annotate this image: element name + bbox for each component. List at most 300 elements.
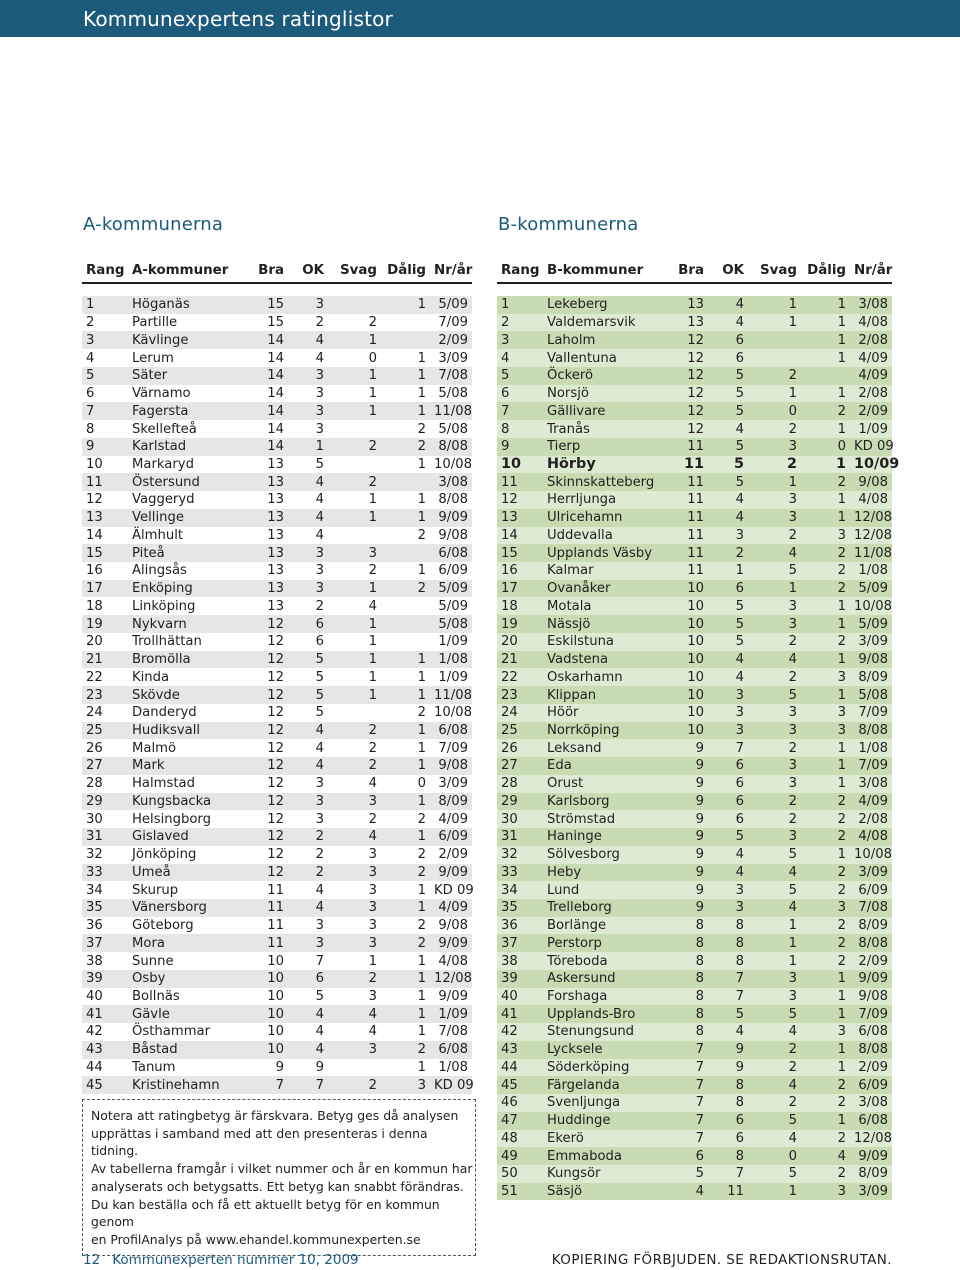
cell-rang: 50 xyxy=(497,1165,543,1183)
cell-ok: 7 xyxy=(708,970,748,988)
cell-nr-ar: 9/09 xyxy=(438,989,468,1004)
cell-kommun: Bollnäs xyxy=(132,989,180,1004)
cell-svag: 5 xyxy=(748,1005,801,1023)
cell-kommun: Tierp xyxy=(543,438,658,456)
table-row xyxy=(497,881,892,899)
cell-kommun: Östhammar xyxy=(132,1024,211,1040)
cell-dalig: 2 xyxy=(417,918,426,934)
cell-ok: 2 xyxy=(315,598,324,614)
cell-bra: 9 xyxy=(658,846,708,864)
cell-bra: 13 xyxy=(267,563,284,579)
cell-kommun: Norrköping xyxy=(543,722,658,740)
cell-nr-ar: 1/09 xyxy=(430,1005,472,1023)
cell-rang: 38 xyxy=(86,953,103,969)
cell-rang: 23 xyxy=(82,686,128,704)
cell-kommun: Lund xyxy=(543,881,658,899)
cell-bra: 12 xyxy=(658,385,708,403)
cell-kommun: Orust xyxy=(543,775,658,793)
cell-rang: 26 xyxy=(497,739,543,757)
cell-nr-ar: 4/09 xyxy=(850,349,892,367)
cell-kommun: Älmhult xyxy=(132,527,184,543)
cell-svag: 3 xyxy=(748,988,801,1006)
table-row xyxy=(497,562,892,580)
table-row xyxy=(497,722,892,740)
cell-ok: 11 xyxy=(708,1183,748,1201)
cell-ok: 8 xyxy=(708,952,748,970)
cell-dalig: 1 xyxy=(417,1059,426,1075)
cell-ok: 7 xyxy=(708,739,748,757)
cell-nr-ar: 6/09 xyxy=(850,1076,892,1094)
cell-kommun: Trollhättan xyxy=(132,634,202,650)
table-row xyxy=(82,491,472,509)
cell-bra: 12 xyxy=(267,705,284,721)
table-row xyxy=(497,1041,892,1059)
cell-kommun: Kalmar xyxy=(543,562,658,580)
cell-dalig: 3 xyxy=(801,1183,850,1201)
cell-kommun: Skövde xyxy=(128,686,238,704)
cell-ok: 3 xyxy=(315,386,324,402)
cell-bra: 5 xyxy=(658,1165,708,1183)
cell-svag: 3 xyxy=(748,757,801,775)
cell-bra: 8 xyxy=(658,952,708,970)
table-row xyxy=(82,438,472,456)
table-row xyxy=(82,704,472,722)
cell-bra: 13 xyxy=(238,509,288,527)
cell-kommun: Höganäs xyxy=(128,296,238,314)
cell-nr-ar: 3/09 xyxy=(438,776,468,792)
cell-nr-ar: 9/09 xyxy=(430,934,472,952)
cell-ok: 8 xyxy=(708,1147,748,1165)
cell-svag: 2 xyxy=(328,1076,381,1094)
cell-kommun: Perstorp xyxy=(543,934,658,952)
cell-kommun: Töreboda xyxy=(543,952,658,970)
table-row xyxy=(82,722,472,740)
cell-rang: 3 xyxy=(82,331,128,349)
section-b-title: B-kommunerna xyxy=(498,214,639,235)
cell-svag: 4 xyxy=(748,1130,801,1148)
cell-dalig: 1 xyxy=(801,456,850,474)
cell-svag: 4 xyxy=(368,776,377,792)
table-row xyxy=(497,1183,892,1201)
cell-rang: 15 xyxy=(82,544,128,562)
cell-svag: 3 xyxy=(748,775,801,793)
cell-nr-ar: 3/08 xyxy=(850,296,892,314)
cell-rang: 21 xyxy=(497,651,543,669)
cell-dalig: 3 xyxy=(801,899,850,917)
cell-svag: 0 xyxy=(748,402,801,420)
cell-ok: 4 xyxy=(288,331,328,349)
rating-note-box xyxy=(82,1099,476,1256)
table-row xyxy=(497,864,892,882)
cell-svag: 1 xyxy=(328,651,381,669)
cell-svag: 5 xyxy=(748,686,801,704)
cell-kommun: Eda xyxy=(543,757,658,775)
cell-ok: 4 xyxy=(315,882,324,898)
cell-rang: 41 xyxy=(82,1005,128,1023)
col-header-svag: Svag xyxy=(340,262,377,278)
cell-rang: 11 xyxy=(82,473,128,491)
table-row xyxy=(497,491,892,509)
cell-ok: 1 xyxy=(708,562,748,580)
col-header-rang: Rang xyxy=(86,262,125,278)
cell-kommun: Uddevalla xyxy=(543,527,658,545)
table-row xyxy=(82,420,472,438)
cell-svag: 1 xyxy=(328,331,381,349)
cell-kommun: Lekeberg xyxy=(543,296,658,314)
cell-bra: 11 xyxy=(658,438,708,456)
cell-ok: 5 xyxy=(315,989,324,1004)
cell-bra: 10 xyxy=(267,989,284,1004)
cell-kommun: Karlsborg xyxy=(543,793,658,811)
cell-dalig: 2 xyxy=(801,881,850,899)
cell-rang: 39 xyxy=(497,970,543,988)
cell-bra: 13 xyxy=(267,598,284,614)
cell-kommun: Alingsås xyxy=(132,563,187,579)
cell-dalig: 2 xyxy=(417,811,426,827)
cell-kommun: Laholm xyxy=(543,331,658,349)
cell-rang: 28 xyxy=(86,776,103,792)
cell-svag: 1 xyxy=(328,367,381,385)
cell-rang: 15 xyxy=(497,544,543,562)
cell-ok: 4 xyxy=(708,491,748,509)
cell-dalig: 1 xyxy=(801,775,850,793)
table-row xyxy=(497,438,892,456)
table-row xyxy=(497,402,892,420)
cell-ok: 6 xyxy=(708,1112,748,1130)
cell-rang: 25 xyxy=(82,722,128,740)
cell-ok: 3 xyxy=(288,544,328,562)
cell-bra: 10 xyxy=(658,668,708,686)
cell-kommun: Färgelanda xyxy=(543,1076,658,1094)
cell-bra: 9 xyxy=(658,739,708,757)
cell-kommun: Kristinehamn xyxy=(128,1076,238,1094)
cell-rang: 17 xyxy=(497,580,543,598)
cell-dalig: 1 xyxy=(381,899,430,917)
cell-bra: 14 xyxy=(238,331,288,349)
cell-svag: 2 xyxy=(748,1094,801,1112)
cell-ok: 3 xyxy=(708,527,748,545)
cell-ok: 7 xyxy=(288,1076,328,1094)
cell-rang: 32 xyxy=(86,847,103,863)
col-header-svag: Svag xyxy=(760,262,797,278)
cell-rang: 34 xyxy=(86,882,103,898)
cell-svag: 3 xyxy=(748,970,801,988)
cell-kommun: Karlstad xyxy=(128,438,238,456)
cell-kommun: Enköping xyxy=(128,580,238,598)
cell-bra: 9 xyxy=(658,757,708,775)
cell-nr-ar: 4/09 xyxy=(430,899,472,917)
cell-dalig: 1 xyxy=(801,296,850,314)
table-row xyxy=(82,615,472,633)
cell-kommun: Bromölla xyxy=(128,651,238,669)
cell-kommun: Oskarhamn xyxy=(543,668,658,686)
cell-rang: 9 xyxy=(497,438,543,456)
cell-kommun: Hudiksvall xyxy=(128,722,238,740)
table-row xyxy=(497,473,892,491)
cell-rang: 12 xyxy=(86,492,103,508)
cell-kommun: Skinnskatteberg xyxy=(543,473,658,491)
cell-nr-ar: 9/09 xyxy=(430,864,472,882)
table-row xyxy=(82,527,472,545)
cell-dalig: 1 xyxy=(381,402,430,420)
cell-bra: 9 xyxy=(275,1059,284,1075)
table-row xyxy=(82,1041,472,1059)
cell-bra: 12 xyxy=(238,722,288,740)
cell-nr-ar: 10/08 xyxy=(850,846,892,864)
cell-bra: 10 xyxy=(658,580,708,598)
cell-svag: 3 xyxy=(748,828,801,846)
cell-svag: 1 xyxy=(748,934,801,952)
cell-kommun: Vänersborg xyxy=(128,899,238,917)
cell-svag: 4 xyxy=(748,651,801,669)
cell-rang: 38 xyxy=(497,952,543,970)
cell-bra: 12 xyxy=(267,669,284,685)
cell-dalig: 1 xyxy=(801,597,850,615)
cell-bra: 4 xyxy=(658,1183,708,1201)
cell-nr-ar: 6/08 xyxy=(430,1041,472,1059)
cell-dalig: 1 xyxy=(417,563,426,579)
cell-kommun: Svenljunga xyxy=(543,1094,658,1112)
cell-ok: 5 xyxy=(708,633,748,651)
cell-nr-ar: 10/08 xyxy=(434,705,473,721)
cell-nr-ar: 3/09 xyxy=(438,350,468,366)
table-row xyxy=(82,349,472,367)
cell-rang: 42 xyxy=(497,1023,543,1041)
cell-kommun: Jönköping xyxy=(132,847,197,863)
table-row xyxy=(82,651,472,669)
cell-nr-ar: 6/08 xyxy=(430,722,472,740)
cell-dalig: 1 xyxy=(801,988,850,1006)
cell-rang: 43 xyxy=(82,1041,128,1059)
cell-rang: 32 xyxy=(497,846,543,864)
cell-rang: 6 xyxy=(497,385,543,403)
cell-dalig: 1 xyxy=(417,989,426,1004)
cell-nr-ar: 4/09 xyxy=(850,367,892,385)
cell-svag: 1 xyxy=(748,952,801,970)
cell-kommun: Motala xyxy=(543,597,658,615)
cell-dalig: 3 xyxy=(801,722,850,740)
cell-dalig: 1 xyxy=(417,740,426,756)
cell-nr-ar: 5/08 xyxy=(438,386,468,402)
cell-ok: 5 xyxy=(708,615,748,633)
cell-svag: 1 xyxy=(368,492,377,508)
cell-svag: 4 xyxy=(748,899,801,917)
table-row xyxy=(497,597,892,615)
table-row xyxy=(82,757,472,775)
cell-dalig: 2 xyxy=(801,562,850,580)
cell-ok: 3 xyxy=(288,793,328,811)
cell-ok: 4 xyxy=(288,899,328,917)
table-row xyxy=(497,1147,892,1165)
cell-ok: 1 xyxy=(288,438,328,456)
cell-dalig: 2 xyxy=(381,438,430,456)
cell-dalig: 1 xyxy=(801,349,850,367)
page-header-title: Kommunexpertens ratinglistor xyxy=(83,7,393,31)
cell-svag: 1 xyxy=(368,634,377,650)
cell-dalig: 3 xyxy=(801,1023,850,1041)
cell-dalig: 1 xyxy=(417,953,426,969)
cell-ok: 4 xyxy=(288,1005,328,1023)
cell-svag: 4 xyxy=(368,598,377,614)
table-row xyxy=(497,420,892,438)
cell-svag: 2 xyxy=(748,367,801,385)
cell-bra: 14 xyxy=(267,386,284,402)
cell-rang: 6 xyxy=(86,386,95,402)
cell-rang: 12 xyxy=(497,491,543,509)
cell-dalig: 2 xyxy=(381,580,430,598)
cell-rang: 31 xyxy=(497,828,543,846)
cell-kommun: Linköping xyxy=(132,598,196,614)
cell-kommun: Lycksele xyxy=(543,1041,658,1059)
cell-nr-ar: 9/08 xyxy=(850,651,892,669)
cell-bra: 12 xyxy=(267,740,284,756)
cell-bra: 14 xyxy=(267,421,284,437)
table-row xyxy=(497,988,892,1006)
cell-dalig: 2 xyxy=(801,952,850,970)
cell-kommun: Vadstena xyxy=(543,651,658,669)
cell-kommun: Ekerö xyxy=(543,1130,658,1148)
cell-svag: 3 xyxy=(328,544,381,562)
cell-svag: 2 xyxy=(328,473,381,491)
cell-dalig xyxy=(381,615,430,633)
cell-ok: 6 xyxy=(288,615,328,633)
cell-svag xyxy=(328,456,381,474)
table-row xyxy=(82,367,472,385)
cell-svag: 3 xyxy=(748,438,801,456)
cell-rang: 40 xyxy=(497,988,543,1006)
cell-kommun: Gislaved xyxy=(128,828,238,846)
cell-nr-ar: 7/09 xyxy=(850,1005,892,1023)
cell-rang: 20 xyxy=(86,634,103,650)
cell-rang: 48 xyxy=(497,1130,543,1148)
cell-nr-ar: 4/08 xyxy=(850,828,892,846)
table-row xyxy=(497,1130,892,1148)
table-row xyxy=(497,527,892,545)
table-row xyxy=(82,633,472,651)
cell-nr-ar: 10/09 xyxy=(850,456,892,474)
table-row xyxy=(497,793,892,811)
table-row xyxy=(497,1005,892,1023)
cell-rang: 31 xyxy=(82,828,128,846)
cell-ok: 4 xyxy=(708,296,748,314)
cell-dalig xyxy=(381,331,430,349)
cell-ok: 5 xyxy=(315,705,324,721)
cell-rang: 1 xyxy=(497,296,543,314)
table-row xyxy=(497,651,892,669)
cell-rang: 36 xyxy=(497,917,543,935)
cell-bra: 9 xyxy=(658,775,708,793)
cell-svag xyxy=(328,420,381,438)
table-row xyxy=(497,917,892,935)
cell-ok: 6 xyxy=(708,580,748,598)
cell-ok: 4 xyxy=(708,846,748,864)
cell-rang: 22 xyxy=(86,669,103,685)
cell-kommun: Emmaboda xyxy=(543,1147,658,1165)
cell-rang: 4 xyxy=(497,349,543,367)
cell-ok: 6 xyxy=(288,970,328,988)
cell-bra: 11 xyxy=(658,473,708,491)
cell-nr-ar: 7/09 xyxy=(850,704,892,722)
cell-svag: 3 xyxy=(748,722,801,740)
cell-kommun: Fagersta xyxy=(128,402,238,420)
cell-ok: 3 xyxy=(315,918,324,934)
cell-svag: 2 xyxy=(328,970,381,988)
cell-dalig: 1 xyxy=(417,386,426,402)
cell-ok: 4 xyxy=(288,473,328,491)
table-row xyxy=(497,934,892,952)
cell-nr-ar: 10/08 xyxy=(850,597,892,615)
cell-rang: 40 xyxy=(86,989,103,1004)
cell-kommun: Upplands Väsby xyxy=(543,544,658,562)
table-row xyxy=(82,970,472,988)
cell-rang: 16 xyxy=(497,562,543,580)
cell-nr-ar: 1/08 xyxy=(430,651,472,669)
cell-nr-ar: 5/09 xyxy=(430,296,472,314)
cell-dalig: 3 xyxy=(801,668,850,686)
cell-bra: 8 xyxy=(658,917,708,935)
cell-dalig: 1 xyxy=(801,420,850,438)
col-header-kommun: B-kommuner xyxy=(547,262,644,278)
cell-bra: 13 xyxy=(238,544,288,562)
cell-rang: 10 xyxy=(497,456,543,474)
cell-nr-ar: 6/09 xyxy=(438,563,468,579)
cell-rang: 29 xyxy=(82,793,128,811)
cell-nr-ar: 8/08 xyxy=(850,722,892,740)
cell-nr-ar: 8/09 xyxy=(430,793,472,811)
cell-dalig: 3 xyxy=(381,1076,430,1094)
cell-dalig: 1 xyxy=(801,1112,850,1130)
cell-nr-ar: 3/09 xyxy=(850,1183,892,1201)
table-row xyxy=(497,775,892,793)
cell-svag: 2 xyxy=(368,315,377,331)
cell-dalig: 4 xyxy=(801,1147,850,1165)
cell-bra: 12 xyxy=(238,793,288,811)
cell-rang: 44 xyxy=(86,1059,103,1075)
table-row xyxy=(497,846,892,864)
cell-ok: 4 xyxy=(708,668,748,686)
cell-ok: 7 xyxy=(315,953,324,969)
cell-kommun: Sölvesborg xyxy=(543,846,658,864)
cell-kommun: Göteborg xyxy=(132,918,194,934)
cell-svag: 2 xyxy=(748,739,801,757)
table-row xyxy=(82,1005,472,1023)
col-header-nr-ar: Nr/år xyxy=(434,262,473,278)
cell-nr-ar: 7/08 xyxy=(438,1024,468,1040)
cell-dalig: 1 xyxy=(381,757,430,775)
cell-nr-ar: 9/09 xyxy=(850,970,892,988)
cell-kommun: Osby xyxy=(128,970,238,988)
cell-ok: 4 xyxy=(315,1024,324,1040)
cell-nr-ar: 4/09 xyxy=(438,811,468,827)
cell-kommun: Helsingborg xyxy=(132,811,211,827)
cell-kommun: Ovanåker xyxy=(543,580,658,598)
cell-svag: 3 xyxy=(368,882,377,898)
cell-dalig: 1 xyxy=(801,757,850,775)
cell-bra: 8 xyxy=(658,1005,708,1023)
cell-svag: 1 xyxy=(328,402,381,420)
cell-kommun: Upplands-Bro xyxy=(543,1005,658,1023)
cell-nr-ar: 5/09 xyxy=(850,615,892,633)
cell-rang: 47 xyxy=(497,1112,543,1130)
cell-ok: 4 xyxy=(315,527,324,543)
cell-dalig: 2 xyxy=(417,847,426,863)
cell-bra: 12 xyxy=(658,420,708,438)
cell-kommun: Höör xyxy=(543,704,658,722)
cell-svag: 3 xyxy=(368,918,377,934)
table-row xyxy=(497,686,892,704)
cell-bra: 9 xyxy=(658,899,708,917)
cell-svag: 4 xyxy=(368,1024,377,1040)
